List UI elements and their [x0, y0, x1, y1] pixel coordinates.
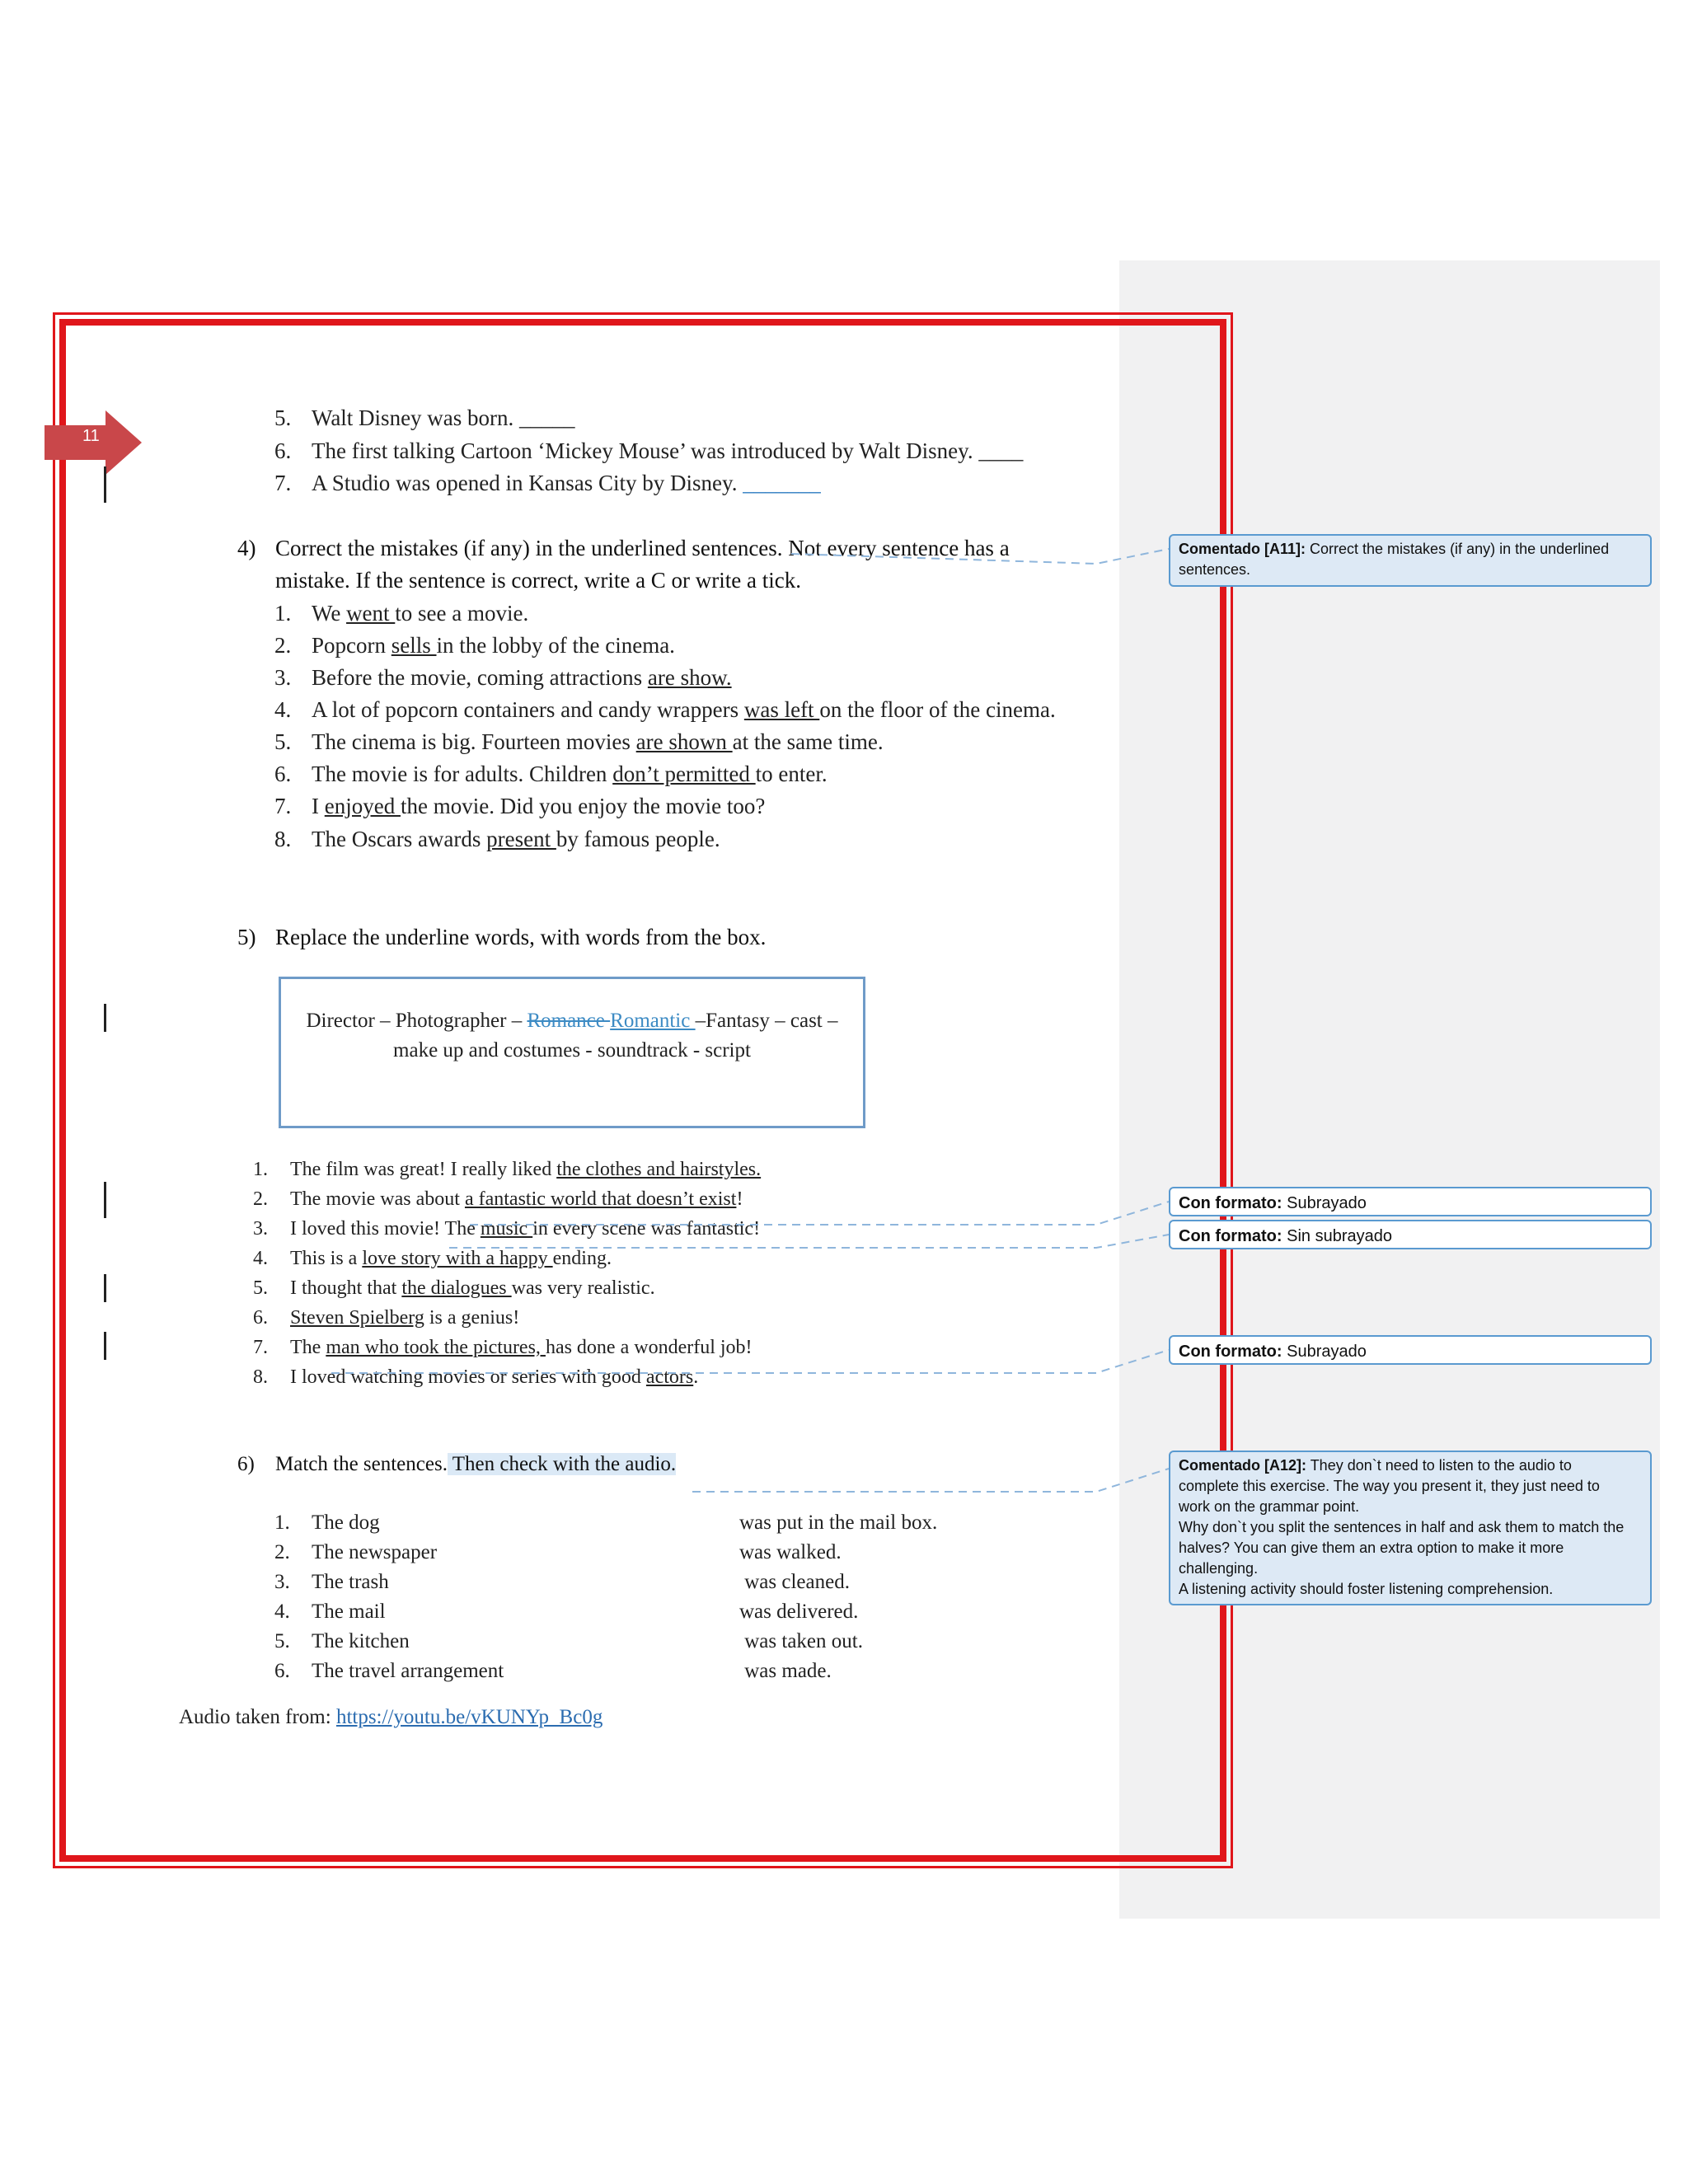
section4-heading: 4)	[237, 536, 256, 560]
format-comment-3[interactable]: Con formato: Subrayado	[1169, 1335, 1652, 1365]
underlined-text: enjoyed	[324, 794, 401, 818]
underlined-text: the dialogues	[401, 1277, 512, 1299]
list-number: 5.	[253, 1277, 268, 1299]
list-item: I loved this movie! The music in every scene was fantastic!	[290, 1218, 761, 1240]
list-number: 3.	[274, 665, 292, 690]
list-number: 1.	[253, 1159, 268, 1180]
list-item: Walt Disney was born. _____	[312, 405, 575, 430]
audio-link[interactable]: https://youtu.be/vKUNYp_Bc0g	[335, 1706, 603, 1728]
comment-a12[interactable]: Comentado [A12]: They don`t need to listen to the audio to complete this exercise. The way you present it, they just need to work on the grammar point. Why don`t you split the sentences in half and ask them to match the halves? You can give them an extra option to make it more challenging. A listening activity should foster listening comprehension.	[1169, 1451, 1652, 1605]
leader-line-a11	[791, 549, 1169, 564]
list-number: 6.	[253, 1307, 268, 1329]
list-item: This is a love story with a happy ending.	[290, 1248, 612, 1269]
list-number: 6.	[274, 1660, 290, 1682]
list-item: The movie was about a fantastic world that doesn’t exist!	[290, 1188, 743, 1210]
inserted-text: Romantic	[610, 1010, 696, 1032]
section6-number: 6)	[237, 1453, 255, 1475]
list-item: Popcorn sells in the lobby of the cinema.	[312, 633, 675, 658]
word-box-line-1: Director – Photographer – Romance Romantic –Fantasy – cast –	[306, 1010, 838, 1032]
underlined-text: sells	[391, 633, 437, 658]
list-number: 2.	[274, 633, 292, 658]
underlined-text: music	[480, 1218, 533, 1240]
format-comment-2[interactable]: Con formato: Sin subrayado	[1169, 1220, 1652, 1249]
list-number: 1.	[274, 1511, 290, 1534]
list-item: The Oscars awards present by famous people.	[312, 827, 720, 851]
list-number: 6.	[274, 438, 292, 463]
list-item: Before the movie, coming attractions are show.	[312, 665, 732, 690]
list-item: The dog	[312, 1511, 380, 1534]
list-number: 4.	[253, 1248, 268, 1269]
section6-title: Match the sentences. Then check with the audio.	[275, 1453, 677, 1475]
match-item: was put in the mail box.	[739, 1511, 938, 1534]
list-item: Steven Spielberg is a genius!	[290, 1307, 520, 1329]
underlined-text: are show.	[647, 665, 732, 690]
list-number: 5.	[274, 1630, 290, 1652]
leader-line-fmt3	[331, 1350, 1169, 1373]
list-item: I enjoyed the movie. Did you enjoy the movie too?	[312, 794, 766, 818]
underlined-text: actors	[645, 1366, 694, 1388]
list-number: 5.	[274, 405, 292, 430]
list-item: The trash	[312, 1571, 389, 1593]
leader-line-fmt1	[470, 1202, 1169, 1225]
list-number: 6.	[274, 762, 292, 786]
list-item: We went to see a movie.	[312, 601, 529, 626]
underlined-text: Steven Spielberg	[290, 1307, 424, 1329]
page-number: 11	[82, 427, 100, 445]
deleted-text: Romance	[527, 1010, 611, 1032]
underlined-text: a fantastic world that doesn’t exist	[464, 1188, 737, 1210]
list-number: 8.	[253, 1366, 268, 1388]
list-number: 7.	[274, 471, 292, 495]
match-item: was cleaned.	[739, 1571, 850, 1593]
section4-title-line2: mistake. If the sentence is correct, write a C or write a tick.	[275, 568, 801, 593]
underlined-text: the clothes and hairstyles.	[556, 1159, 762, 1180]
list-item: The film was great! I really liked the clothes and hairstyles.	[290, 1159, 762, 1180]
word-box-line-2: make up and costumes - soundtrack - script	[393, 1039, 751, 1062]
match-item: was taken out.	[739, 1630, 863, 1652]
list-number: 7.	[253, 1337, 268, 1358]
list-item: A Studio was opened in Kansas City by Disney. _______	[312, 471, 821, 495]
leader-line-fmt2	[449, 1235, 1169, 1248]
section4-title: Correct the mistakes (if any) in the underlined sentences. Not every sentence has a	[275, 536, 1010, 560]
list-item: The cinema is big. Fourteen movies are shown at the same time.	[312, 729, 884, 754]
list-number: 8.	[274, 827, 292, 851]
underlined-text: are shown	[635, 729, 733, 754]
list-item: I loved watching movies or series with good actors.	[290, 1366, 699, 1388]
match-item: was delivered.	[739, 1601, 859, 1623]
list-number: 4.	[274, 697, 292, 722]
list-item: The travel arrangement	[312, 1660, 504, 1682]
underlined-text: was left	[743, 697, 820, 722]
list-item: A lot of popcorn containers and candy wrappers was left on the floor of the cinema.	[312, 697, 1056, 722]
match-item: was made.	[739, 1660, 832, 1682]
list-item: The kitchen	[312, 1630, 410, 1652]
list-item: The movie is for adults. Children don’t permitted to enter.	[312, 762, 828, 786]
list-number: 4.	[274, 1601, 290, 1623]
leader-line-a12	[692, 1469, 1169, 1492]
underlined-text: don’t permitted	[612, 762, 756, 786]
section5-title: Replace the underline words, with words from the box.	[275, 925, 767, 949]
answer-blank[interactable]: _______	[743, 471, 821, 495]
list-item: The man who took the pictures, has done a wonderful job!	[290, 1337, 753, 1358]
list-number: 3.	[253, 1218, 268, 1240]
comment-a11[interactable]: Comentado [A11]: Correct the mistakes (if any) in the underlined sentences.	[1169, 534, 1652, 587]
list-item: The first talking Cartoon ‘Mickey Mouse’ was introduced by Walt Disney. ____	[312, 438, 1024, 463]
list-item: The newspaper	[312, 1541, 438, 1563]
underlined-text: love story with a happy	[362, 1248, 553, 1269]
list-item: The mail	[312, 1601, 386, 1623]
underlined-text: present	[486, 827, 556, 851]
underlined-text: man who took the pictures,	[326, 1337, 546, 1358]
underlined-text: went	[346, 601, 396, 626]
list-number: 3.	[274, 1571, 290, 1593]
format-comment-1[interactable]: Con formato: Subrayado	[1169, 1187, 1652, 1216]
list-number: 2.	[253, 1188, 268, 1210]
section5-number: 5)	[237, 925, 256, 949]
match-item: was walked.	[739, 1541, 842, 1563]
audio-source: Audio taken from: https://youtu.be/vKUNYp_Bc0g	[179, 1706, 603, 1728]
list-number: 2.	[274, 1541, 290, 1563]
list-number: 7.	[274, 794, 292, 818]
list-number: 5.	[274, 729, 292, 754]
list-item: I thought that the dialogues was very realistic.	[290, 1277, 655, 1299]
list-number: 1.	[274, 601, 292, 626]
